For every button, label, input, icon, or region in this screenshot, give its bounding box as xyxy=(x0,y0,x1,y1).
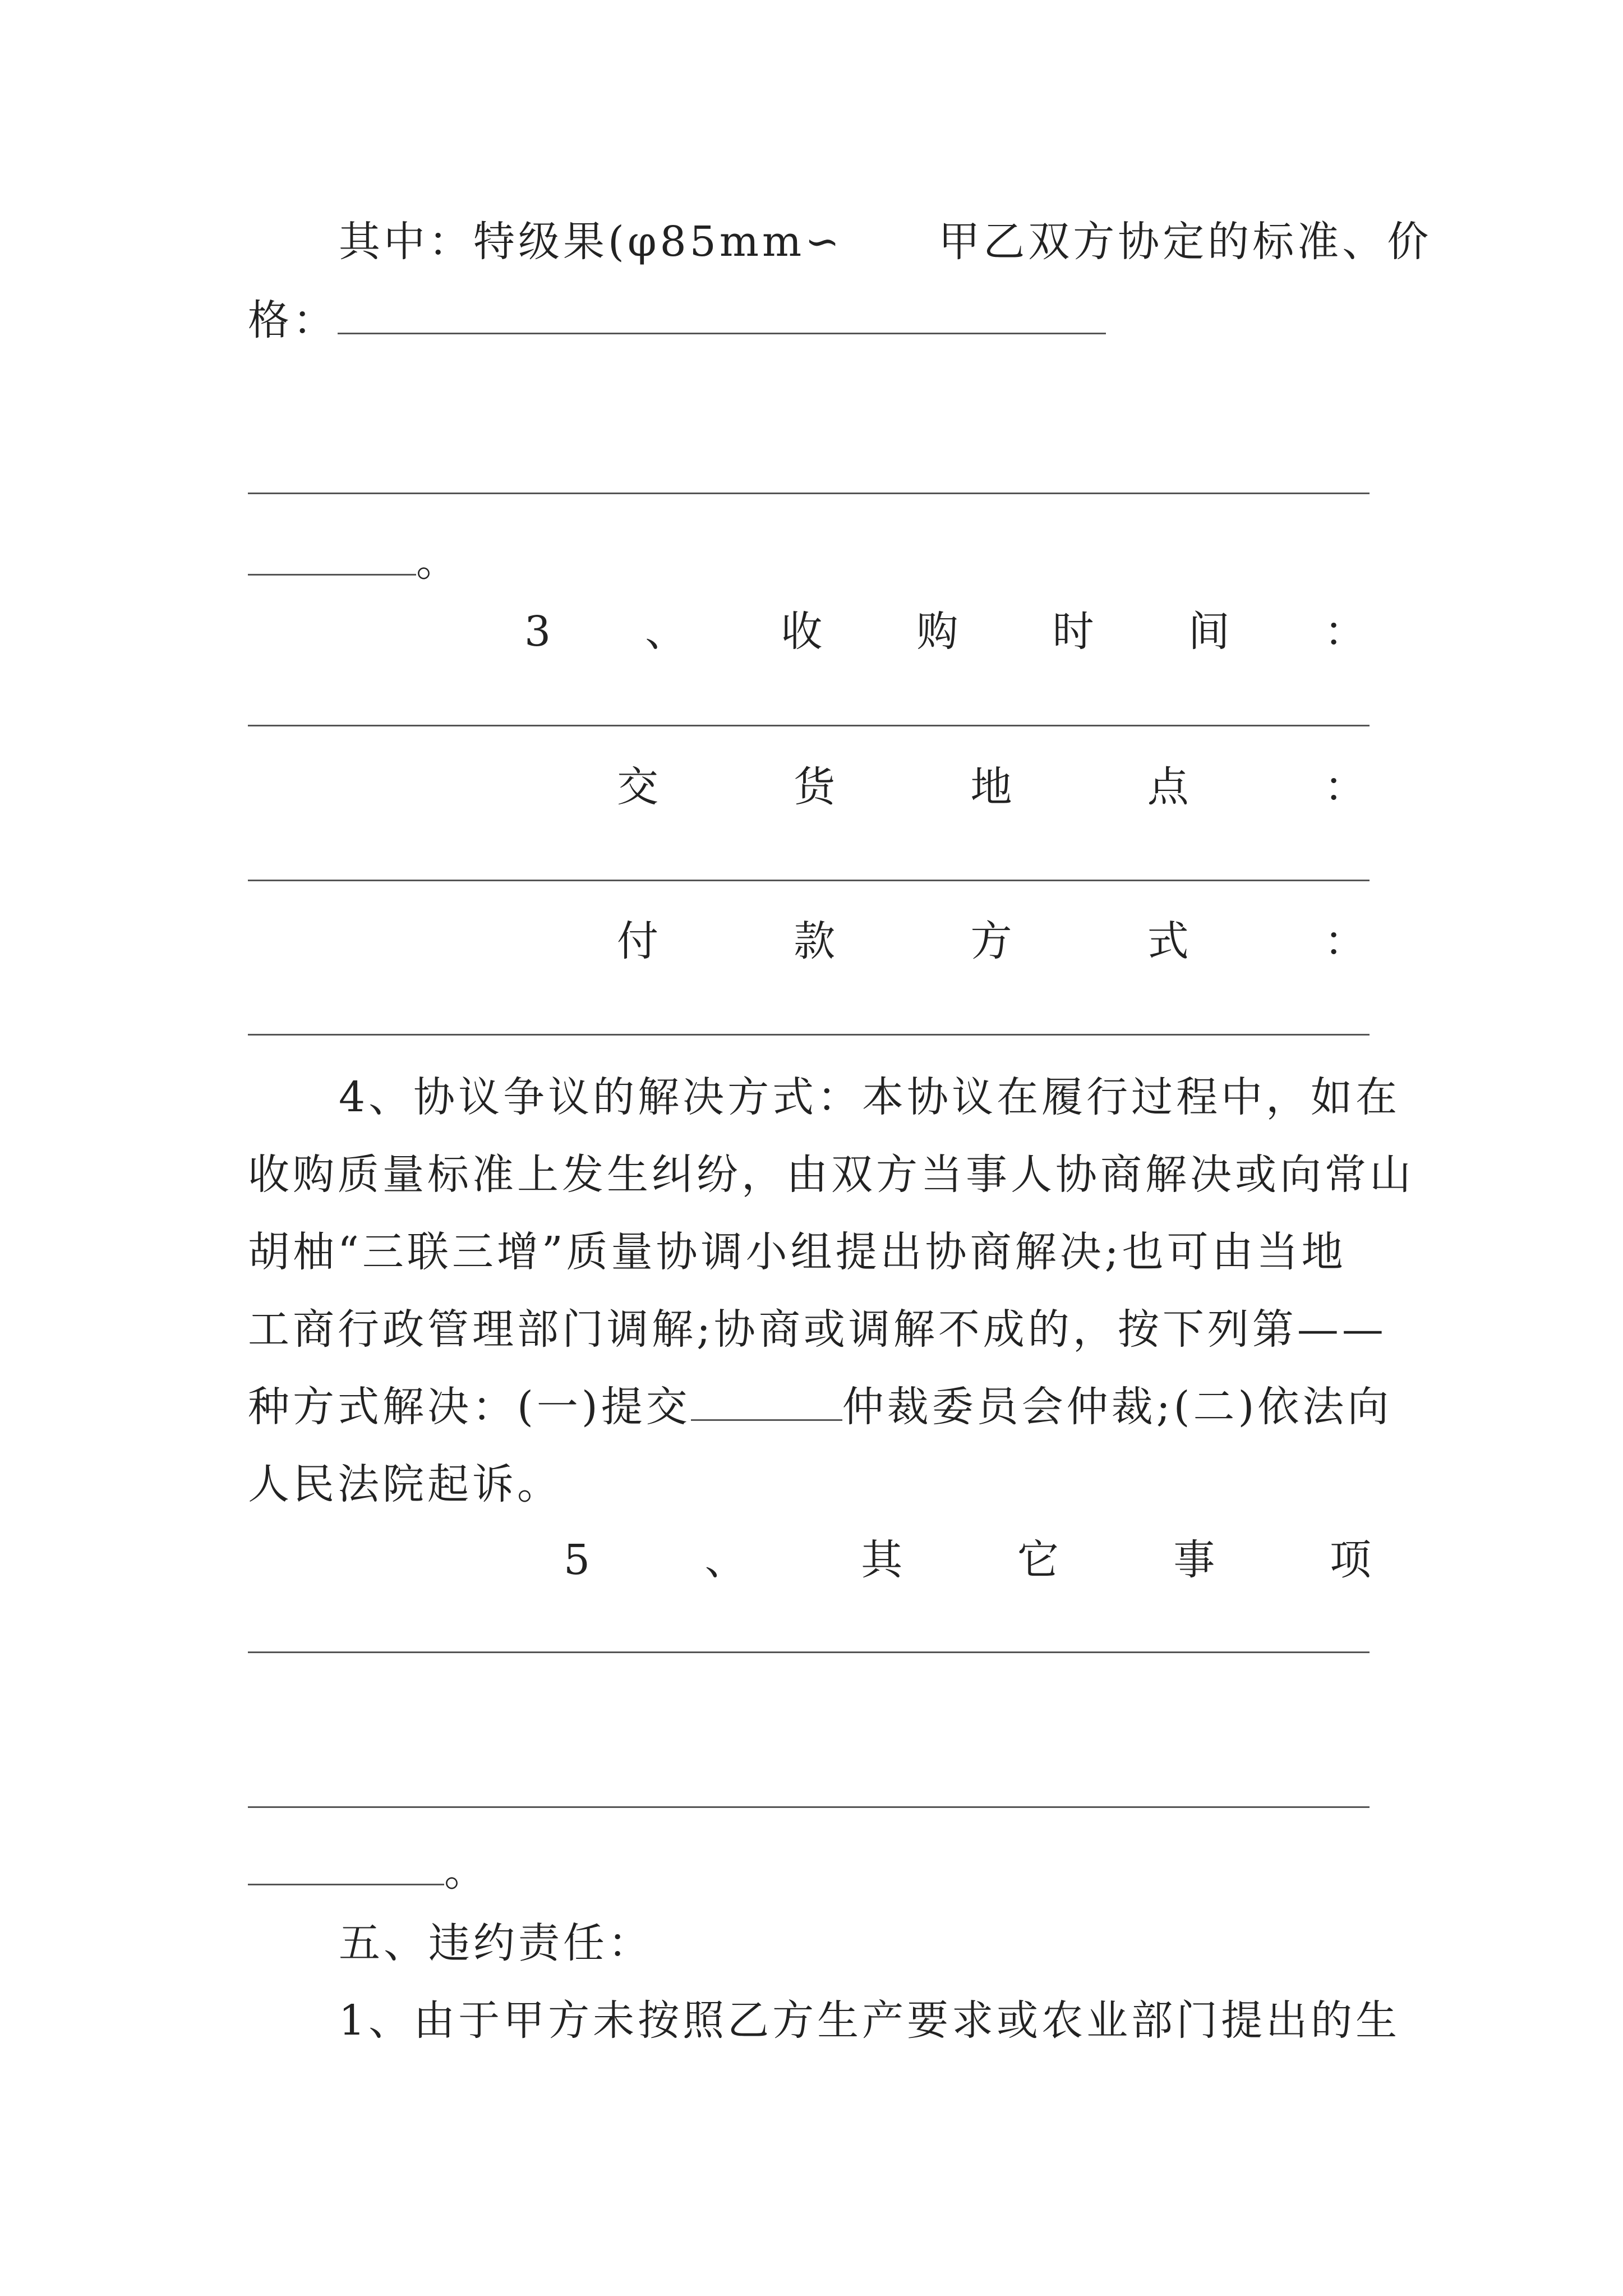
h3-char: 购 xyxy=(916,608,958,656)
payment-char: 方 xyxy=(970,917,1012,965)
payment-char: 付 xyxy=(617,917,658,965)
dispute-line-5 xyxy=(248,1381,1393,1433)
blank-rule xyxy=(248,1651,1370,1653)
price-blank xyxy=(338,299,1106,334)
purchase-time-heading xyxy=(524,606,1366,657)
arbitration-blank xyxy=(691,1386,842,1421)
blank-rule xyxy=(248,725,1370,726)
h3-char: 收 xyxy=(781,608,823,656)
arbitration-text: 种方式解决：(一)提交 xyxy=(248,1383,691,1431)
h5-char: 5 xyxy=(564,1536,591,1584)
h5-char: 项 xyxy=(1329,1536,1371,1584)
h5-char: 、 xyxy=(704,1536,746,1584)
section-title: 五、违约责任： xyxy=(339,1919,653,1967)
grade-text: 其中：特级果(φ85mm∽ xyxy=(339,218,843,266)
price-label: 格： xyxy=(248,296,338,344)
delivery-char: ： xyxy=(1324,763,1366,811)
dispute-line-4: 工商行政管理部门调解;协商或调解不成的，按下列第—— xyxy=(248,1305,1387,1354)
dispute-line-6: 人民法院起诉。 xyxy=(248,1460,562,1508)
blank-rule xyxy=(248,1034,1370,1036)
period: 。 xyxy=(444,1847,489,1895)
blank-end-line xyxy=(248,536,1375,587)
delivery-char: 货 xyxy=(794,763,836,811)
delivery-place-line xyxy=(617,761,1366,813)
other-matters-heading xyxy=(564,1534,1371,1586)
standard-price-text: 甲乙双方协定的标准、价 xyxy=(938,218,1432,266)
h3-char: 间 xyxy=(1188,608,1230,656)
h3-char: 、 xyxy=(645,608,687,656)
dispute-line-3: 胡柚“三联三增”质量协调小组提出协商解决;也可由当地 xyxy=(248,1228,1347,1276)
h5-char: 它 xyxy=(1017,1536,1059,1584)
price-line xyxy=(248,295,1375,346)
blank-rule xyxy=(248,880,1370,881)
delivery-char: 地 xyxy=(970,763,1012,811)
paragraph-grade-line xyxy=(339,216,1432,268)
period: 。 xyxy=(416,537,461,586)
h3-char: 3 xyxy=(524,608,551,656)
payment-method-line xyxy=(617,915,1366,967)
delivery-char: 交 xyxy=(617,763,658,811)
blank-end-line-2 xyxy=(248,1846,1375,1897)
dispute-line-2: 收购质量标准上发生纠纷，由双方当事人协商解决或向常山 xyxy=(248,1151,1414,1199)
h3-char: ： xyxy=(1324,608,1366,656)
h5-char: 事 xyxy=(1173,1536,1215,1584)
delivery-char: 点 xyxy=(1147,763,1189,811)
h3-char: 时 xyxy=(1052,608,1094,656)
short-blank xyxy=(248,1850,444,1885)
blank-rule xyxy=(248,493,1370,494)
dispute-line-1: 4、协议争议的解决方式：本协议在履行过程中，如在 xyxy=(339,1073,1401,1121)
payment-char: 式 xyxy=(1147,917,1189,965)
arbitration-text-2: 仲裁委员会仲裁;(二)依法向 xyxy=(842,1383,1393,1431)
payment-char: 款 xyxy=(794,917,836,965)
h5-char: 其 xyxy=(861,1536,903,1584)
section-item-1: 1、由于甲方未按照乙方生产要求或农业部门提出的生 xyxy=(339,1996,1401,2045)
blank-rule xyxy=(248,1806,1370,1808)
short-blank xyxy=(248,540,416,576)
payment-char: ： xyxy=(1324,917,1366,965)
